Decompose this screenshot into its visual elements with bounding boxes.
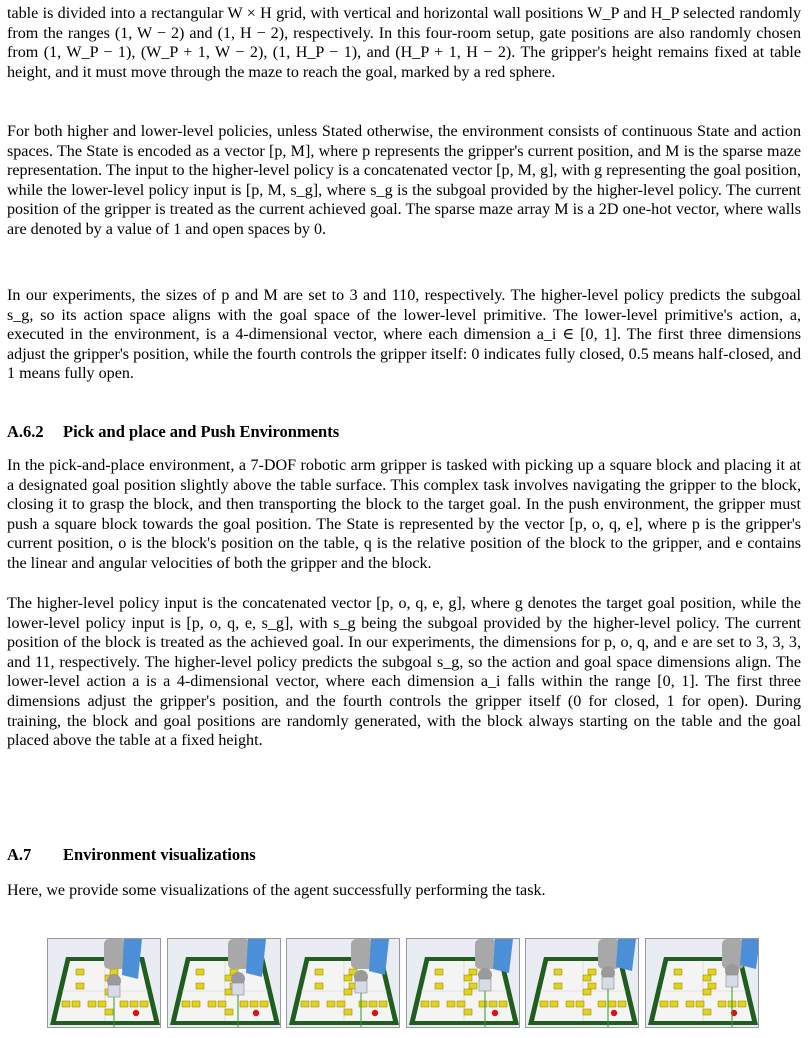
section-title: Pick and place and Push Environments — [63, 422, 340, 441]
maze-wall-block — [344, 1009, 352, 1015]
maze-wall-block — [421, 1001, 429, 1007]
maze-wall-block — [435, 969, 443, 975]
visualization-frame — [167, 938, 281, 1028]
maze-wall-block — [311, 1001, 319, 1007]
maze-wall-block — [718, 1001, 726, 1007]
goal-sphere — [252, 1010, 258, 1016]
paragraph-state-action: For both higher and lower-level policies, unless Stated otherwise, the environment consists of continuous State and action spaces. The State is encoded as a vector [p, M], where p represents the gripper's current position, and M is the sparse maze representation. The input to the higher-level policy is a concatenated vector [p, M, g], with g representing the goal position, while the lower-level policy input is [p, M, s_g], where s_g is the subgoal provided by the higher-level policy. The current position of the gripper is treated as the current achieved goal. The sparse maze array M is a 2D one-hot vector, where walls are denoted by a value of 1 and open spaces by 0. — [7, 123, 801, 238]
maze-wall-block — [379, 1001, 387, 1007]
maze-wall-block — [431, 1001, 439, 1007]
gripper — [232, 983, 244, 995]
maze-wall-block — [435, 983, 443, 989]
maze-wall-block — [192, 1001, 200, 1007]
maze-wall-block — [554, 983, 562, 989]
maze-wall-block — [489, 1001, 497, 1007]
maze-wall-block — [464, 989, 472, 995]
maze-wall-block — [337, 1001, 345, 1007]
section-number: A.6.2 — [7, 422, 44, 441]
maze-wall-block — [703, 1009, 711, 1015]
maze-wall-block — [583, 975, 591, 981]
maze-wall-block — [369, 1001, 377, 1007]
maze-wall-block — [550, 1001, 558, 1007]
maze-wall-block — [499, 1001, 507, 1007]
maze-wall-block — [88, 1001, 96, 1007]
maze-wall-block — [708, 969, 716, 975]
maze-wall-block — [218, 1001, 226, 1007]
maze-wall-block — [588, 983, 596, 989]
maze-wall-block — [240, 1001, 248, 1007]
goal-sphere — [372, 1010, 378, 1016]
maze-wall-block — [660, 1001, 668, 1007]
gripper — [108, 985, 120, 997]
maze-wall-block — [196, 969, 204, 975]
maze-wall-block — [686, 1001, 694, 1007]
maze-wall-block — [301, 1001, 309, 1007]
maze-wall-block — [469, 969, 477, 975]
maze-wall-block — [479, 1001, 487, 1007]
maze-wall-block — [708, 983, 716, 989]
maze-wall-block — [62, 1001, 70, 1007]
maze-wall-block — [464, 1009, 472, 1015]
gripper — [479, 979, 491, 991]
maze-wall-block — [225, 1009, 233, 1015]
maze-wall-block — [447, 1001, 455, 1007]
maze-wall-block — [576, 1001, 584, 1007]
maze-wall-block — [554, 969, 562, 975]
maze-wall-block — [344, 989, 352, 995]
maze-wall-block — [315, 983, 323, 989]
maze-wall-block — [120, 1001, 128, 1007]
maze-wall-block — [588, 969, 596, 975]
maze-wall-block — [359, 1001, 367, 1007]
maze-wall-block — [72, 1001, 80, 1007]
maze-wall-block — [98, 1001, 106, 1007]
visualization-frame — [47, 938, 161, 1028]
maze-wall-block — [670, 1001, 678, 1007]
visualization-frame — [645, 938, 759, 1028]
maze-wall-block — [182, 1001, 190, 1007]
maze-wall-block — [540, 1001, 548, 1007]
section-heading-a62 — [7, 422, 339, 442]
paragraph-higher-level-input: The higher-level policy input is the concatenated vector [p, o, q, e, g], where g denotes the target goal position, while the lower-level policy input is [p, o, q, e, s_g], with s_g being the subgoal provided by the higher-level policy. The current position of the block is treated as the achieved goal. In our experiments, the dimensions for p, o, q, and e are set to 3, 3, 3, and 11, respectively. The higher-level policy predicts the subgoal s_g, so the action and goal space dimensions align. The lower-level action a is a 4-dimensional vector, where each dimension a_i falls within the range [0, 1]. The first three dimensions adjust the gripper's position, and the fourth controls the gripper itself (0 for closed, 1 for open). During training, the block and goal positions are randomly generated, with the block always starting on the table and the goal placed above the table at a fixed height. — [7, 595, 801, 750]
maze-wall-block — [327, 1001, 335, 1007]
section-number: A.7 — [7, 845, 32, 864]
maze-wall-block — [76, 983, 84, 989]
environment-visualization-strip — [47, 938, 759, 1028]
maze-wall-block — [196, 983, 204, 989]
paragraph-experiment-sizes: In our experiments, the sizes of p and M are set to 3 and 110, respectively. The higher-level policy predicts the subgoal s_g, so its action space aligns with the goal space of the lower-level primitive. The lower-level primitive's action, a, executed in the environment, is a 4-dimensional vector, where each dimension a_i ∈ [0, 1]. The first three dimensions adjust the gripper's position, while the fourth controls the gripper itself: 0 indicates fully closed, 0.5 means half-closed, and 1 means fully open. — [7, 287, 801, 383]
maze-wall-block — [469, 983, 477, 989]
maze-wall-block — [105, 1009, 113, 1015]
maze-wall-block — [76, 969, 84, 975]
paragraph-visualizations-intro: Here, we provide some visualizations of the agent successfully performing the task. — [7, 882, 546, 899]
gripper — [355, 981, 367, 993]
goal-sphere — [611, 1010, 617, 1016]
maze-wall-block — [674, 983, 682, 989]
maze-wall-block — [583, 1009, 591, 1015]
maze-wall-block — [464, 975, 472, 981]
visualization-frame — [286, 938, 400, 1028]
paragraph-maze-grid: table is divided into a rectangular W × H grid, with vertical and horizontal wall positions W_P and H_P selected randomly from the ranges (1, W − 2) and (1, H − 2), respectively. In this four-room setup, gate positions are also randomly chosen from (1, W_P − 1), (W_P + 1, W − 2), (1, H_P − 1), and (H_P + 1, H − 2). The gripper's height remains fixed at table height, and it must move through the maze to reach the goal, marked by a red sphere. — [7, 5, 801, 81]
maze-wall-block — [457, 1001, 465, 1007]
maze-wall-block — [598, 1001, 606, 1007]
maze-wall-block — [703, 989, 711, 995]
maze-wall-block — [260, 1001, 268, 1007]
gripper — [726, 975, 738, 987]
section-title: Environment visualizations — [63, 845, 256, 864]
maze-wall-block — [618, 1001, 626, 1007]
maze-wall-block — [344, 975, 352, 981]
robot-arm-link — [740, 939, 759, 969]
maze-wall-block — [608, 1001, 616, 1007]
maze-wall-block — [208, 1001, 216, 1007]
maze-wall-block — [696, 1001, 704, 1007]
visualization-frame — [406, 938, 520, 1028]
maze-wall-block — [738, 1001, 746, 1007]
goal-sphere — [492, 1010, 498, 1016]
maze-wall-block — [315, 969, 323, 975]
maze-wall-block — [583, 989, 591, 995]
goal-sphere — [133, 1010, 139, 1016]
maze-wall-block — [674, 969, 682, 975]
maze-wall-block — [250, 1001, 258, 1007]
maze-wall-block — [130, 1001, 138, 1007]
maze-wall-block — [140, 1001, 148, 1007]
visualization-frame — [525, 938, 639, 1028]
section-heading-a7 — [7, 845, 256, 865]
maze-wall-block — [703, 975, 711, 981]
maze-wall-block — [566, 1001, 574, 1007]
paragraph-pick-place: In the pick-and-place environment, a 7-DOF robotic arm gripper is tasked with picking up a square block and placing it at a designated goal position slightly above the table surface. This complex task involves navigating the gripper to the block, closing it to grasp the block, and then transporting the block to the target goal. In the push environment, the gripper must push a square block towards the goal position. The State is represented by the vector [p, o, q, e], where p is the gripper's current position, o is the block's position on the table, q is the relative position of the block to the gripper, and e contains the linear and angular velocities of both the gripper and the block. — [7, 457, 801, 572]
gripper — [602, 977, 614, 989]
